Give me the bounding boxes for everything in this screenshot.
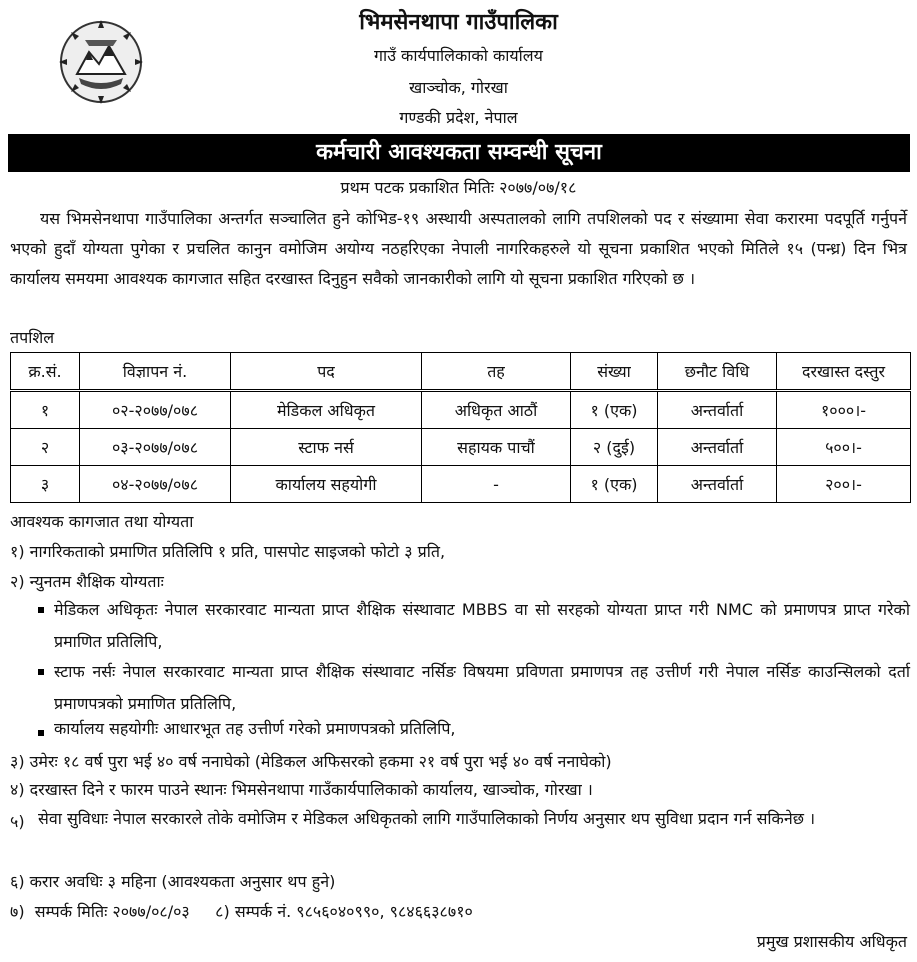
signature-title: प्रमुख प्रशासकीय अधिकृत bbox=[756, 932, 907, 951]
sub-office: गाउँ कार्यपालिकाको कार्यालय bbox=[374, 46, 543, 65]
column-header: छनौट विधि bbox=[658, 353, 777, 391]
qualification-office-helper: कार्यालय सहयोगीः आधारभूत तह उत्तीर्ण गरेको प्रमाणपत्रको प्रतिलिपि, bbox=[54, 719, 456, 738]
tapsil-label: तपशिल bbox=[10, 328, 55, 347]
publish-date: प्रथम पटक प्रकाशित मितिः २०७७/०७/१८ bbox=[340, 178, 577, 197]
qualification-staff-nurse: स्टाफ नर्सः नेपाल सरकारवाट मान्यता प्राप्त शैक्षिक संस्थावाट नर्सिङ विषयमा प्रविणता प्रमाणपत्र तह उत्तीर्ण गरी नेपाल नर्सिङ काउन्सिलको दर्ता प्रमाणपत्रको प्रमाणित प्रतिलिपि, bbox=[54, 662, 910, 713]
requirement-item-7: ७) सम्पर्क मितिः २०७७/०८/०३ ८) सम्पर्क नं. ९८५६०४०९९०, ९८४६६३८७१० bbox=[10, 902, 473, 921]
table-cell: २ bbox=[11, 429, 80, 466]
table-cell: मेडिकल अधिकृत bbox=[231, 391, 422, 429]
column-header: पद bbox=[231, 353, 422, 391]
table-header-row bbox=[11, 353, 911, 391]
table-cell: अन्तर्वार्ता bbox=[658, 391, 777, 429]
table-cell: - bbox=[422, 466, 571, 503]
table-cell: कार्यालय सहयोगी bbox=[231, 466, 422, 503]
table-cell: १ bbox=[11, 391, 80, 429]
requirement-item-5-number: ५) bbox=[10, 812, 25, 831]
qualification-medical-officer: मेडिकल अधिकृतः नेपाल सरकारवाट मान्यता प्राप्त शैक्षिक संस्थावाट MBBS वा सो सरहको योग्यता प्राप्त गरी NMC को प्रमाणपत्र प्राप्त गरेको प्रमाणित प्रतिलिपि, bbox=[54, 600, 910, 651]
table-cell: २ (दुई) bbox=[571, 429, 658, 466]
table-row bbox=[11, 429, 911, 466]
requirement-item-5: सेवा सुविधाः नेपाल सरकारले तोके वमोजिम र मेडिकल अधिकृतको लागि गाउँपालिकाको निर्णय अनुसार थप सुविधा प्रदान गर्न सकिनेछ । bbox=[38, 809, 816, 828]
table-row bbox=[11, 391, 911, 429]
table-cell: ३ bbox=[11, 466, 80, 503]
table-cell: ०४-२०७७/०७८ bbox=[80, 466, 231, 503]
requirement-item-6: ६) करार अवधिः ३ महिना (आवश्यकता अनुसार थप हुने) bbox=[10, 872, 336, 891]
table-row bbox=[11, 466, 911, 503]
column-header: विज्ञापन नं. bbox=[80, 353, 231, 391]
table-cell: २००।- bbox=[777, 466, 911, 503]
table-cell: ०२-२०७७/०७८ bbox=[80, 391, 231, 429]
table-cell: १ (एक) bbox=[571, 466, 658, 503]
location: खाञ्चोक, गोरखा bbox=[409, 78, 508, 97]
requirements-title: आवश्यक कागजात तथा योग्यता bbox=[10, 512, 194, 531]
table-cell: ५००।- bbox=[777, 429, 911, 466]
province: गण्डकी प्रदेश, नेपाल bbox=[399, 108, 518, 127]
table-cell: अधिकृत आठौं bbox=[422, 391, 571, 429]
column-header: क्र.सं. bbox=[11, 353, 80, 391]
bullet-icon bbox=[38, 730, 44, 736]
table-cell: स्टाफ नर्स bbox=[231, 429, 422, 466]
table-cell: १ (एक) bbox=[571, 391, 658, 429]
notice-title-banner: कर्मचारी आवश्यकता सम्वन्धी सूचना bbox=[8, 134, 910, 172]
column-header: दरखास्त दस्तुर bbox=[777, 353, 911, 391]
table-cell: १०००।- bbox=[777, 391, 911, 429]
column-header: तह bbox=[422, 353, 571, 391]
requirement-item-4: ४) दरखास्त दिने र फारम पाउने स्थानः भिमसेनथापा गाउँकार्यपालिकाको कार्यालय, खाञ्चोक, गोरखा । bbox=[10, 780, 593, 799]
table-cell: अन्तर्वार्ता bbox=[658, 466, 777, 503]
bullet-icon bbox=[38, 669, 44, 675]
requirement-item-1: १) नागरिकताको प्रमाणित प्रतिलिपि १ प्रति, पासपोट साइजको फोटो ३ प्रति, bbox=[10, 542, 446, 561]
office-name: भिमसेनथापा गाउँपालिका bbox=[359, 10, 558, 35]
table-cell: अन्तर्वार्ता bbox=[658, 429, 777, 466]
requirement-item-2: २) न्युनतम शैक्षिक योग्यताः bbox=[10, 572, 164, 591]
requirement-item-3: ३) उमेरः १८ वर्ष पुरा भई ४० वर्ष ननाघेको (मेडिकल अफिसरको हकमा २१ वर्ष पुरा भई ४० वर्ष ननाघेको) bbox=[10, 752, 612, 771]
vacancy-table bbox=[10, 352, 911, 503]
table-cell: ०३-२०७७/०७८ bbox=[80, 429, 231, 466]
table-cell: सहायक पाचौं bbox=[422, 429, 571, 466]
column-header: संख्या bbox=[571, 353, 658, 391]
intro-paragraph: यस भिमसेनथापा गाउँपालिका अन्तर्गत सञ्चालित हुने कोभिड-१९ अस्थायी अस्पतालको लागि तपशिलको पद र संख्यामा सेवा करारमा पदपूर्ति गर्नुपर्ने भएको हुदाँ योग्यता पुगेका र प्रचलित कानुन वमोजिम अयोग्य नठहरिएका नेपाली नागरिकहरुले यो सूचना प्रकाशित भएको मितिले १५ (पन्ध्र) दिन भित्र कार्यालय समयमा आवश्यक कागजात सहित दरखास्त दिनुहुन सवैको जानकारीको लागि यो सूचना प्रकाशित गरिएको छ । bbox=[10, 209, 907, 288]
bullet-icon bbox=[38, 607, 44, 613]
